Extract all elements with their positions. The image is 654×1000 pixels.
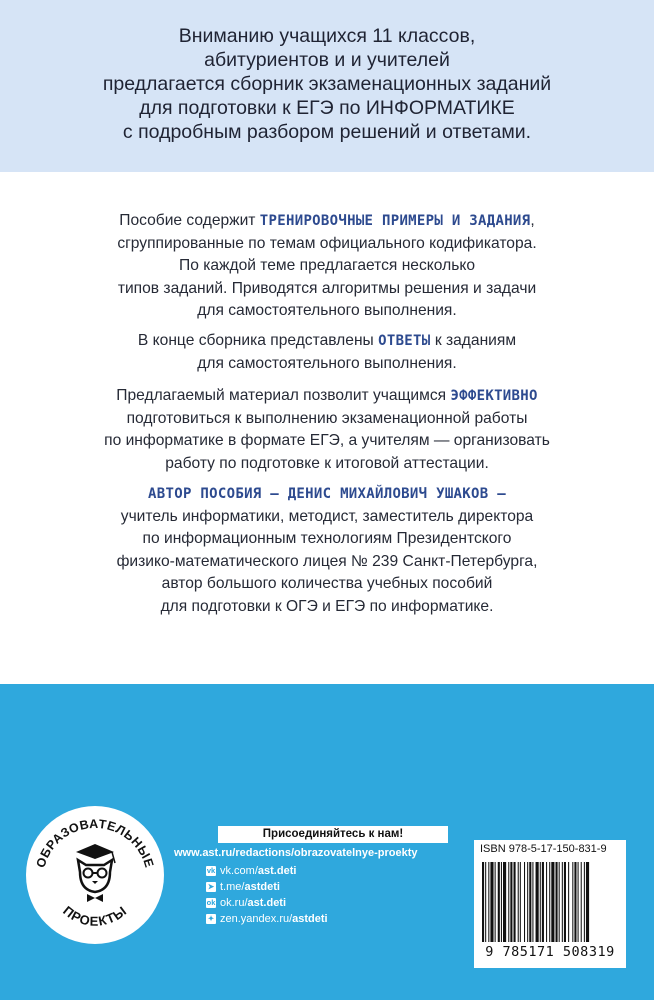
announcement-line: с подробным разбором решений и ответами. — [122, 121, 532, 143]
top-announcement — [0, 0, 654, 172]
barcode-bar — [540, 862, 541, 942]
svg-text:ОБРАЗОВАТЕЛЬНЫЕ — [34, 817, 157, 870]
benefit-paragraph: Предлагаемый материал позволит учащимся ЭФФЕКТИВНО подготовиться к выполнению экзаменационной работы по информатике в формате ЕГЭ, а учителям — организовать работу по подготовке к итоговой аттестации. — [104, 387, 550, 472]
barcode-bar — [508, 862, 509, 942]
cat-graduate-icon — [76, 844, 115, 902]
barcode-bar — [586, 862, 589, 942]
barcode-bar — [551, 862, 554, 942]
barcode-bar — [485, 862, 486, 942]
barcode-bar — [495, 862, 496, 942]
telegram-icon: ➤ — [207, 882, 215, 891]
barcode-bar — [546, 862, 547, 942]
barcode-bar — [581, 862, 582, 942]
barcode-bar — [527, 862, 528, 942]
barcode-bar — [542, 862, 544, 942]
barcode-bar — [572, 862, 573, 942]
barcode-graphic — [480, 862, 620, 944]
announcement-line: абитуриентов и и учителей — [204, 49, 450, 71]
barcode-bar — [549, 862, 550, 942]
author-heading: АВТОР ПОСОБИЯ — ДЕНИС МИХАЙЛОВИЧ УШАКОВ — — [148, 486, 506, 502]
logo-text-top: ОБРАЗОВАТЕЛЬНЫЕ — [33, 816, 157, 870]
barcode-bar — [532, 862, 533, 942]
barcode-bar — [529, 862, 531, 942]
author-paragraph: АВТОР ПОСОБИЯ — ДЕНИС МИХАЙЛОВИЧ УШАКОВ — учитель информатики, методист, заместитель директора по информационным технологиям Президентского физико-математического лицея № 239 Санкт-Петербурга, автор большого количества учебных пособий для подготовки к ОГЭ и ЕГЭ по информатике. — [116, 486, 538, 615]
answers-paragraph: В конце сборника представлены ОТВЕТЫ к заданиям для самостоятельного выполнения. — [137, 332, 517, 372]
description-area — [0, 172, 654, 684]
barcode-bar — [490, 862, 493, 942]
highlight-text: ТРЕНИРОВОЧНЫЕ ПРИМЕРЫ И ЗАДАНИЯ — [259, 213, 531, 229]
odnoklassniki-icon: ok — [206, 898, 216, 907]
barcode-bar — [524, 862, 525, 942]
barcode-bar — [498, 862, 500, 942]
announcement-line: Вниманию учащихся 11 классов, — [178, 25, 476, 47]
highlight-text: ОТВЕТЫ — [378, 333, 431, 349]
barcode-bar — [584, 862, 585, 942]
publisher-logo — [26, 806, 164, 944]
barcode-bar — [510, 862, 512, 942]
barcode-bar — [574, 862, 576, 942]
logo-text-bottom: ПРОЕКТЫ — [60, 902, 130, 929]
highlight-text: ЭФФЕКТИВНО — [450, 388, 538, 404]
join-us-label: Присоединяйтесь к нам! — [218, 826, 448, 843]
svg-text:ПРОЕКТЫ — [60, 903, 130, 929]
contents-paragraph: Пособие содержит ТРЕНИРОВОЧНЫЕ ПРИМЕРЫ И ЗАДАНИЯ, сгруппированные по темам официального кодификатора. По каждой теме предлагается несколько типов заданий. Приводятся алгоритмы решения и задачи для самостоятельного выполнения. — [117, 212, 537, 319]
social-link-vk[interactable]: vk vk.com/ ast.deti — [206, 865, 297, 877]
social-link-telegram[interactable]: ➤ t.me/ astdeti — [207, 881, 280, 893]
barcode-bar — [556, 862, 558, 942]
social-link-ok[interactable]: ok ok.ru/ ast.deti — [206, 897, 287, 909]
logo-graphic — [26, 806, 164, 944]
social-link-zen[interactable]: ✦ zen.yandex.ru/ astdeti — [207, 913, 328, 925]
barcode-bar — [520, 862, 521, 942]
barcode-panel — [474, 840, 626, 968]
announcement-line: предлагается сборник экзаменационных заданий — [102, 73, 552, 95]
barcode-bar — [488, 862, 489, 942]
barcode-bar — [536, 862, 539, 942]
barcode-bar — [578, 862, 579, 942]
vk-icon: vk — [206, 866, 216, 875]
barcode-bar — [568, 862, 569, 942]
barcode-bar — [501, 862, 502, 942]
barcode-bar — [482, 862, 484, 942]
barcode-bar — [518, 862, 519, 942]
barcode-digits: 9 785171 508319 — [485, 944, 615, 960]
barcode-bar — [564, 862, 566, 942]
barcode-bar — [562, 862, 563, 942]
barcode-bar — [559, 862, 560, 942]
footer-band — [0, 684, 654, 1000]
website-link[interactable]: www.ast.ru/redactions/obrazovatelnye-proekty — [174, 847, 418, 859]
barcode-bar — [503, 862, 506, 942]
barcode-bar — [514, 862, 516, 942]
zen-icon: ✦ — [207, 914, 215, 923]
isbn-number: ISBN 978-5-17-150-831-9 — [480, 843, 607, 855]
announcement-line: для подготовки к ЕГЭ по ИНФОРМАТИКЕ — [139, 97, 515, 119]
